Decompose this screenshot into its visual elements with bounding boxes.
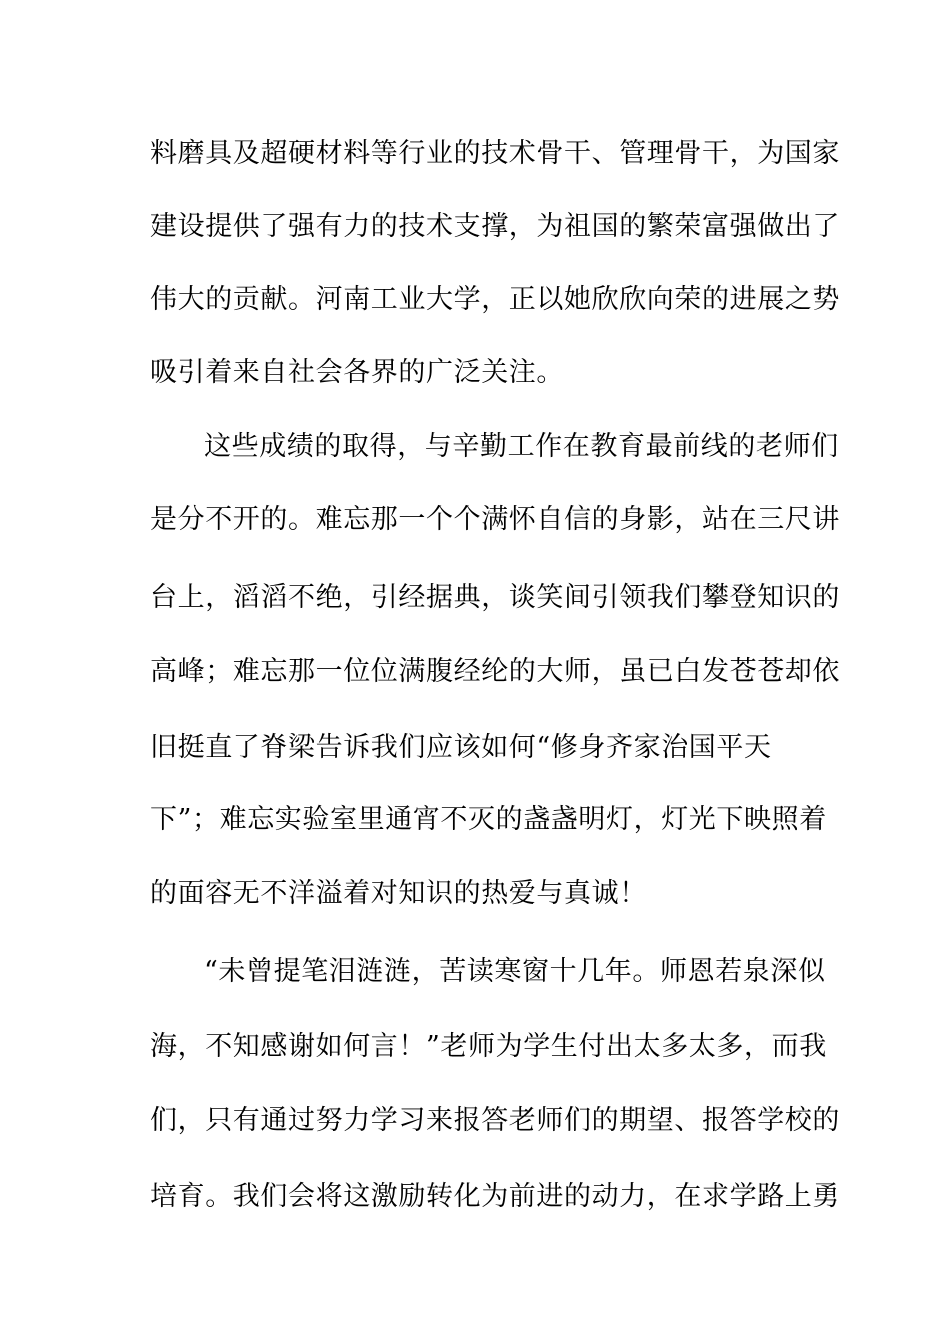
text-line: 吸引着来自社会各界的广泛关注。 xyxy=(150,357,564,388)
text-line: 下”；难忘实验室里通宵不灭的盏盏明灯，灯光下映照着 xyxy=(150,804,827,835)
paragraph-first-line: 这些成绩的取得，与辛勤工作在教育最前线的老师们 xyxy=(204,431,839,462)
text-line: 料磨具及超硬材料等行业的技术骨干、管理骨干，为国家 xyxy=(150,138,840,169)
paragraph-first-line: “未曾提笔泪涟涟，苦读寒窗十几年。师恩若泉深似 xyxy=(204,956,826,987)
text-line: 的面容无不洋溢着对知识的热爱与真诚！ xyxy=(150,878,647,909)
text-line: 旧挺直了脊梁告诉我们应该如何“修身齐家治国平天 xyxy=(150,732,772,763)
text-line: 伟大的贡献。河南工业大学，正以她欣欣向荣的进展之势 xyxy=(150,284,840,315)
text-line: 培育。我们会将这激励转化为前进的动力，在求学路上勇 xyxy=(150,1181,840,1212)
text-line: 高峰；难忘那一位位满腹经纶的大师，虽已白发苍苍却依 xyxy=(150,656,840,687)
text-line: 们，只有通过努力学习来报答老师们的期望、报答学校的 xyxy=(150,1105,840,1136)
text-line: 建设提供了强有力的技术支撑，为祖国的繁荣富强做出了 xyxy=(150,211,840,242)
text-line: 是分不开的。难忘那一个个满怀自信的身影，站在三尺讲 xyxy=(150,504,840,535)
text-line: 海，不知感谢如何言！”老师为学生付出太多太多，而我 xyxy=(150,1031,827,1062)
text-line: 台上，滔滔不绝，引经据典，谈笑间引领我们攀登知识的 xyxy=(150,582,840,613)
